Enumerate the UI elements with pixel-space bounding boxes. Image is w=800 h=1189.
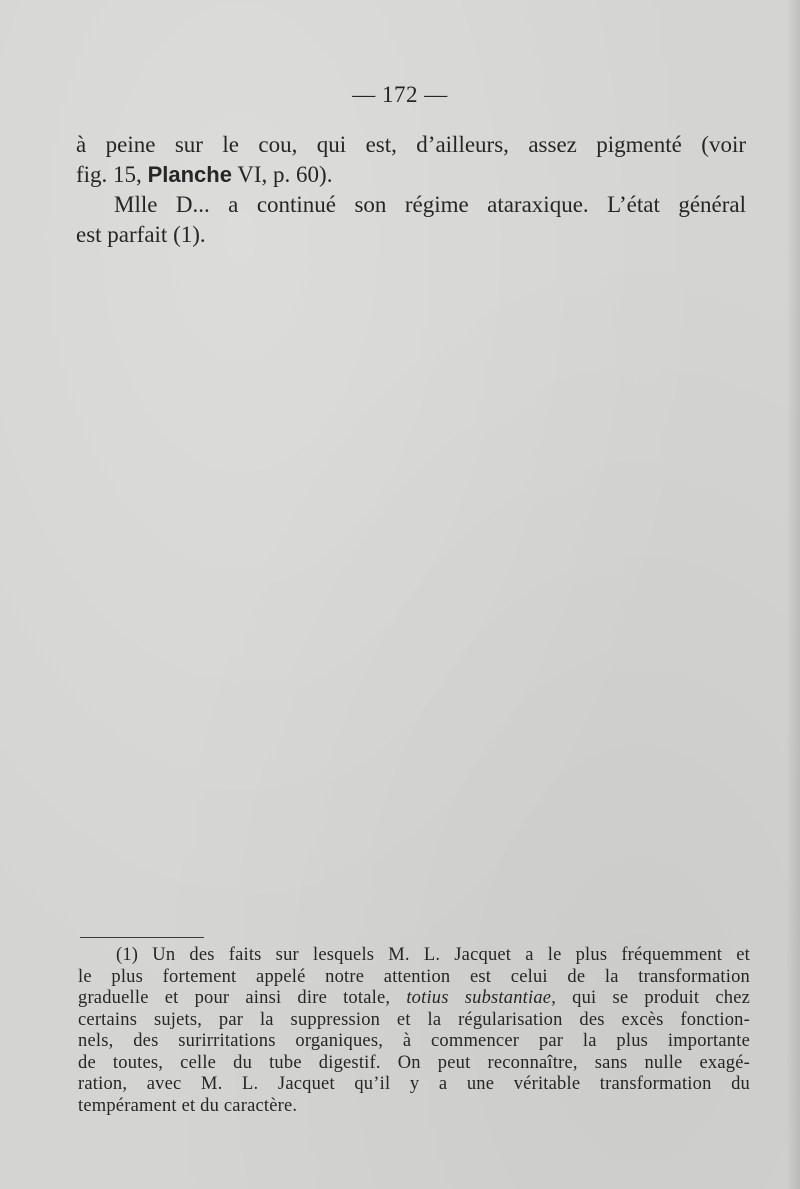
text-fragment: VI, p. 60). [231, 162, 333, 187]
text-line: est parfait (1). [76, 222, 206, 247]
page-number: — 172 — [352, 82, 448, 107]
body-text [76, 130, 746, 250]
footnote-line: certains sujets, par la suppression et la régularisation des excès fonction- [78, 1009, 750, 1030]
footnote-line: ration, avec M. L. Jacquet qu’il y a une véritable transformation du [78, 1074, 750, 1094]
footnote-line: tempérament et du caractère. [78, 1095, 298, 1116]
text-fragment: , qui se produit chez [551, 988, 751, 1008]
text-fragment: graduelle et pour ainsi dire totale, [78, 988, 407, 1008]
text-line: Mlle D... a continué son régime ataraxique. L’état général [114, 192, 746, 217]
planche-label: Planche [147, 162, 232, 187]
footnote-line: de toutes, celle du tube digestif. On peut reconnaître, sans nulle exagé- [78, 1052, 750, 1073]
paragraph-1 [76, 130, 746, 190]
footnote-line: nels, des surirritations organiques, à commencer par la plus importante [78, 1031, 750, 1051]
footnote-separator [80, 937, 204, 938]
text-fragment: fig. 15, [76, 162, 148, 187]
paragraph-2 [76, 190, 746, 250]
footnote-line: le plus fortement appelé notre attention est celui de la transformation [78, 966, 750, 987]
latin-phrase: totius substantiae [406, 988, 552, 1008]
page-edge-shadow [786, 0, 800, 1189]
footnote-line [78, 988, 750, 1010]
footnote [78, 945, 750, 1117]
text-line: à peine sur le cou, qui est, d’ailleurs, assez pigmenté (voir [76, 132, 746, 157]
footnote-line: (1) Un des faits sur lesquels M. L. Jacquet a le plus fréquemment et [116, 945, 750, 965]
text-line [76, 160, 746, 190]
